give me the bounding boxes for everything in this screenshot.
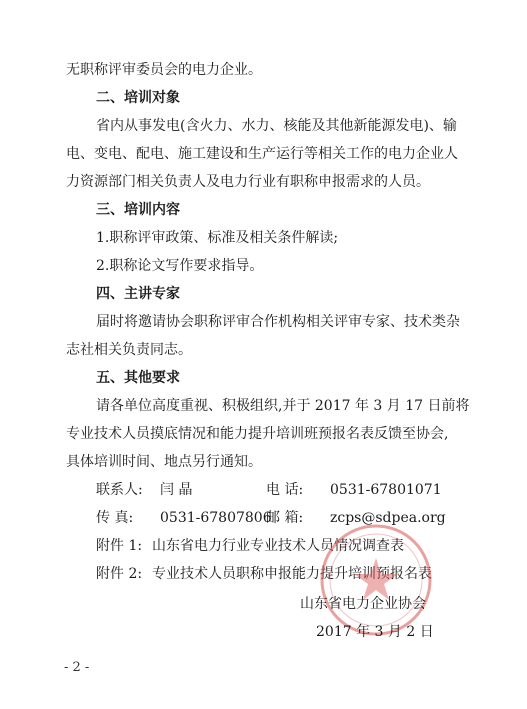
body-line-15: 具体培训时间、地点另行通知。 — [66, 454, 262, 470]
phone-value: 0531-67801071 — [330, 482, 442, 498]
body-line-1: 无职称评审委员会的电力企业。 — [66, 62, 262, 78]
body-line-13: 请各单位高度重视、积极组织,并于 2017 年 3 月 17 日前将 — [96, 398, 470, 414]
section-heading-4: 四、主讲专家 — [96, 286, 180, 302]
section-heading-5: 五、其他要求 — [96, 370, 180, 386]
attachment1-label: 附件 1: — [96, 538, 143, 554]
body-line-14: 专业技术人员摸底情况和能力提升培训班预报名表反馈至协会, — [66, 426, 449, 442]
attachment2-label: 附件 2: — [96, 566, 143, 582]
email-value: zcps@sdpea.org — [330, 510, 446, 526]
fax-label: 传 真: — [96, 510, 134, 526]
section-heading-2: 二、培训对象 — [96, 90, 180, 106]
body-line-10: 届时将邀请协会职称评审合作机构相关评审专家、技术类杂 — [96, 314, 460, 330]
attachment1-value: 山东省电力行业专业技术人员情况调查表 — [152, 538, 404, 554]
page-number: - 2 - — [64, 660, 90, 675]
body-line-5: 力资源部门相关负责人及电力行业有职称申报需求的人员。 — [66, 174, 430, 190]
contact-name: 闫 晶 — [160, 482, 193, 498]
email-label: 邮 箱: — [266, 510, 304, 526]
phone-label: 电 话: — [266, 482, 304, 498]
section-heading-3: 三、培训内容 — [96, 202, 180, 218]
body-line-4: 电、变电、配电、施工建设和生产运行等相关工作的电力企业人 — [66, 146, 458, 162]
contact-label: 联系人: — [96, 482, 143, 498]
body-line-7: 1.职称评审政策、标准及相关条件解读; — [96, 230, 339, 246]
fax-value: 0531-67807806 — [160, 510, 272, 526]
signature-date: 2017 年 3 月 2 日 — [316, 624, 434, 640]
body-line-3: 省内从事发电(含火力、水力、核能及其他新能源发电)、输 — [96, 118, 457, 134]
body-line-11: 志社相关负责同志。 — [66, 342, 192, 358]
attachment2-value: 专业技术人员职称申报能力提升培训预报名表 — [152, 566, 432, 582]
body-line-8: 2.职称论文写作要求指导。 — [96, 258, 264, 274]
signature-org: 山东省电力企业协会 — [300, 596, 426, 612]
